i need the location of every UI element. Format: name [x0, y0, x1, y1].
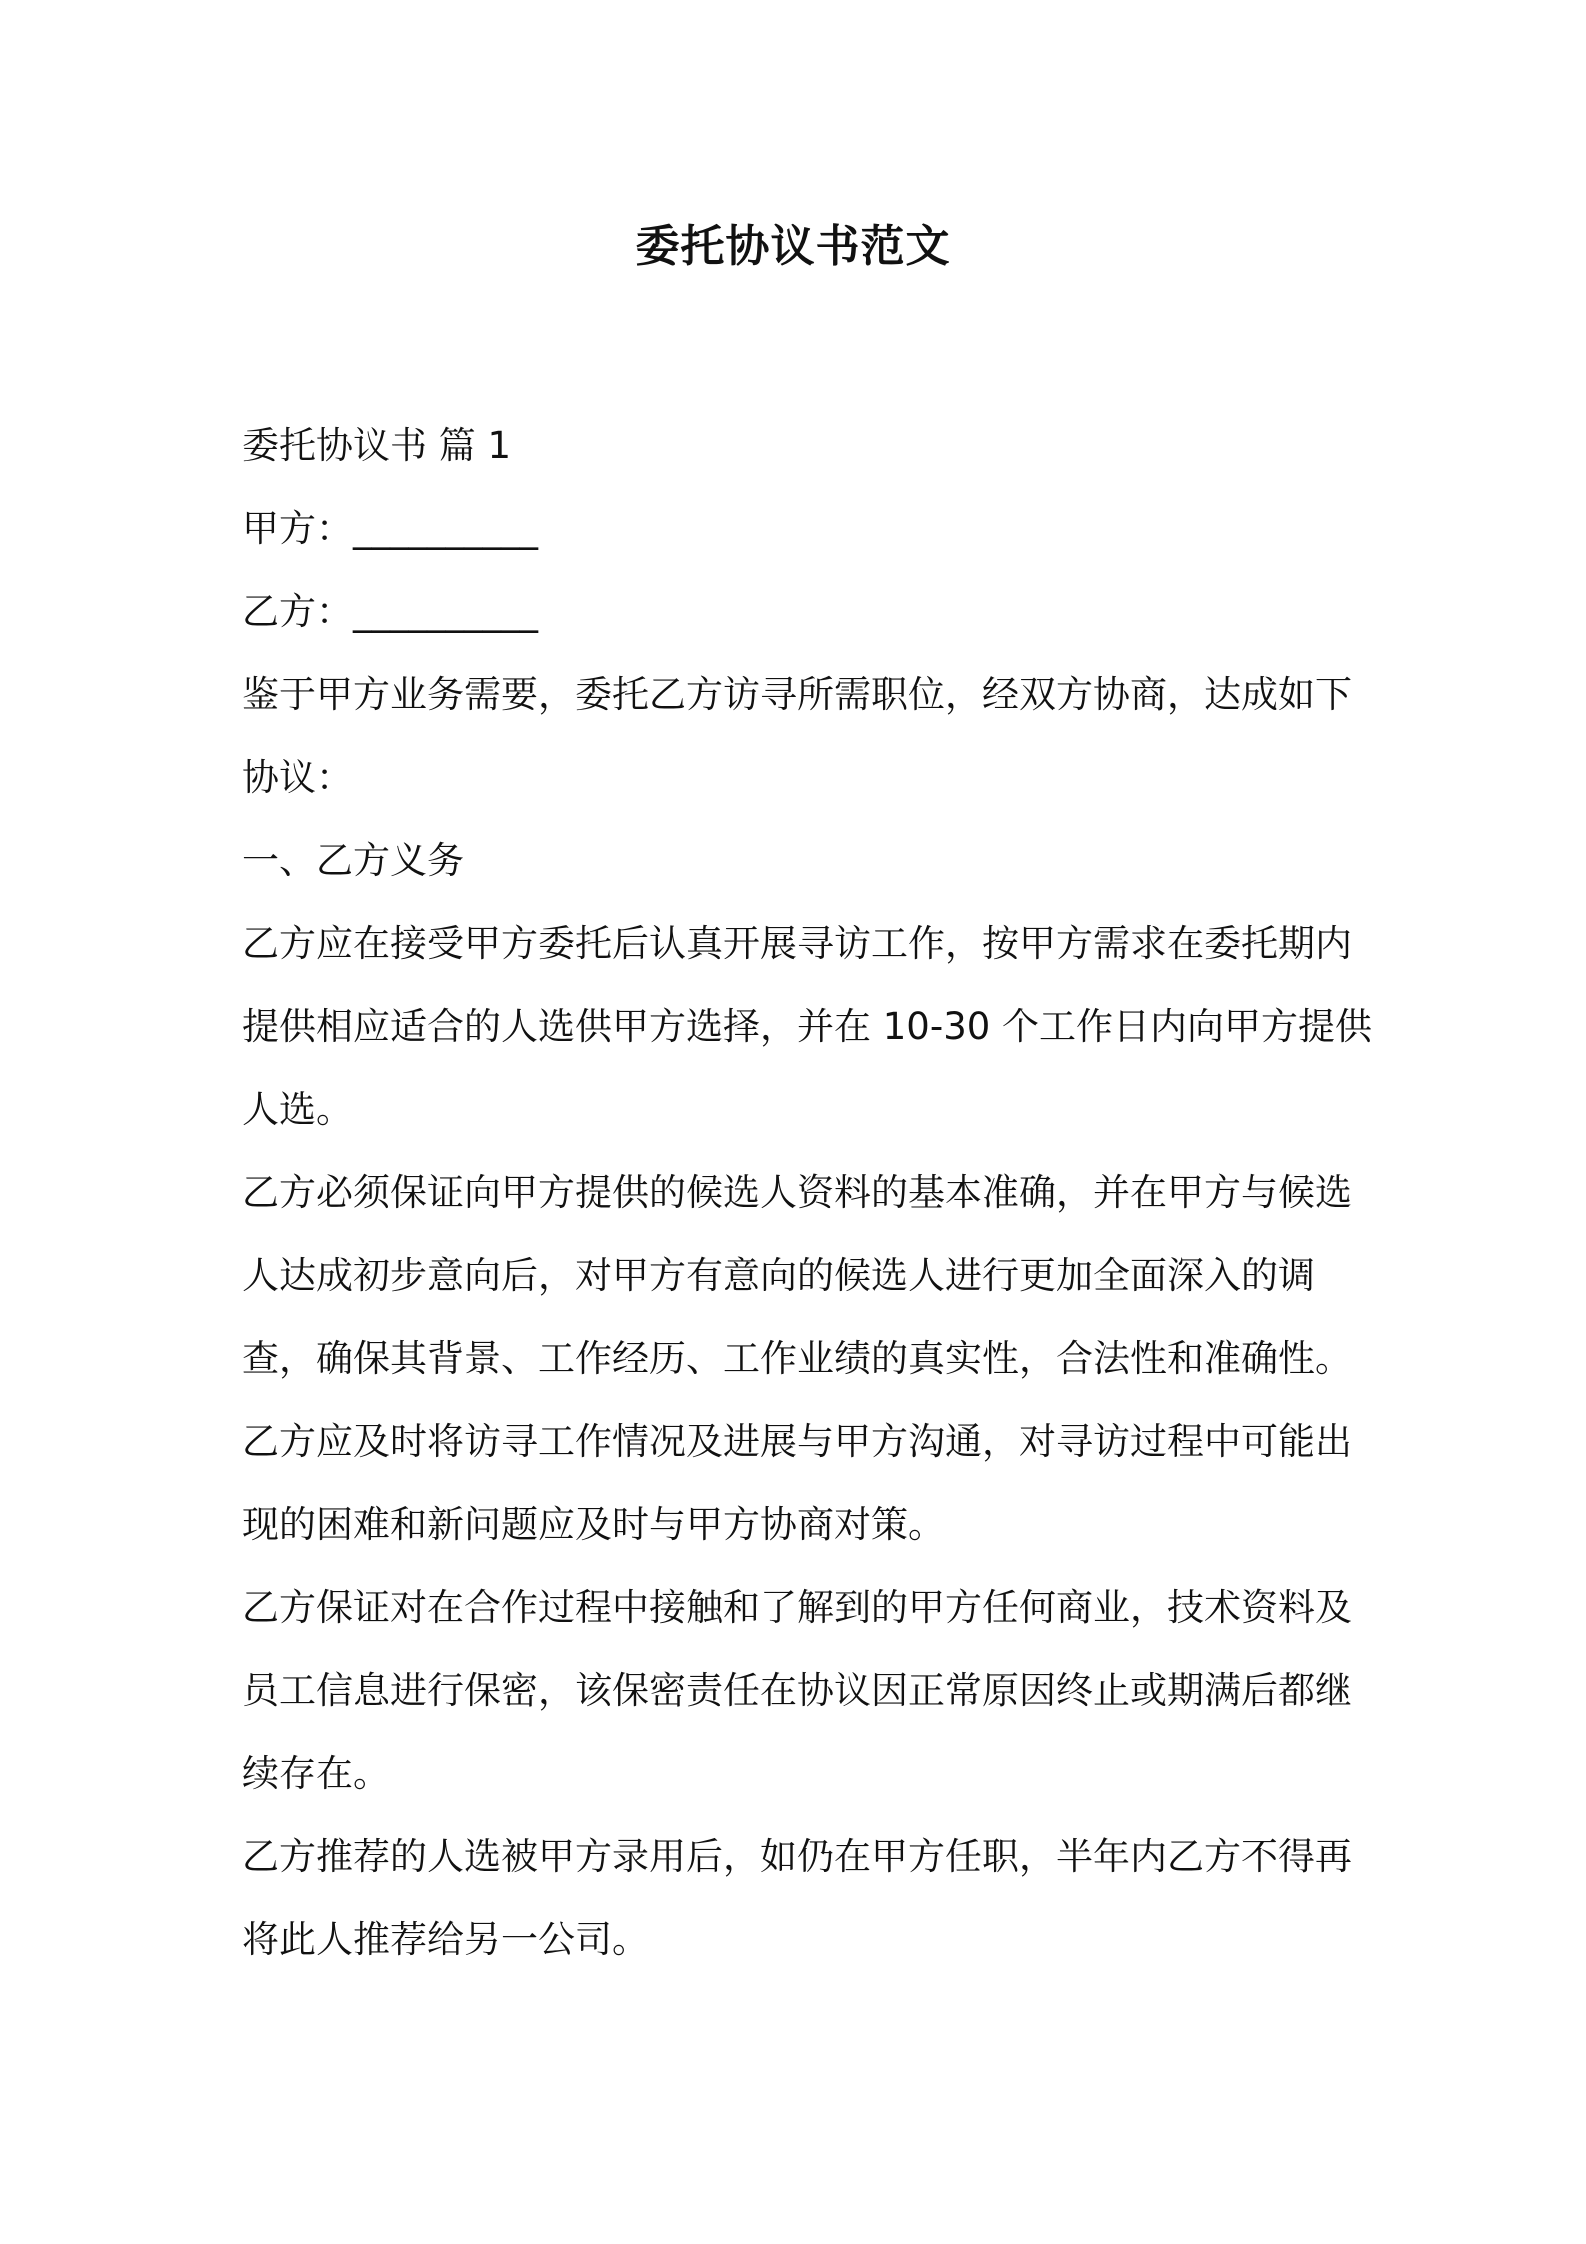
party-a-line: 甲方：__________: [242, 507, 538, 550]
agreement-heading: 委托协议书 篇 1: [242, 424, 512, 467]
obligation-paragraph-3: 乙方应及时将访寻工作情况及进展与甲方沟通，对寻访过程中可能出现的困难和新问题应及时与甲方协商对策。: [242, 1420, 1352, 1546]
document-body: [242, 404, 1382, 1981]
document-title: 委托协议书范文: [635, 221, 951, 272]
section-1-heading: 一、乙方义务: [242, 839, 464, 882]
obligation-paragraph-1: 乙方应在接受甲方委托后认真开展寻访工作，按甲方需求在委托期内提供相应适合的人选供甲方选择，并在 10-30 个工作日内向甲方提供人选。: [242, 922, 1373, 1131]
obligation-paragraph-5: 乙方推荐的人选被甲方录用后，如仍在甲方任职，半年内乙方不得再将此人推荐给另一公司。: [242, 1835, 1352, 1961]
party-b-line: 乙方：__________: [242, 590, 538, 633]
obligation-paragraph-2: 乙方必须保证向甲方提供的候选人资料的基本准确，并在甲方与候选人达成初步意向后，对甲方有意向的候选人进行更加全面深入的调查，确保其背景、工作经历、工作业绩的真实性，合法性和准确性。: [242, 1171, 1352, 1380]
obligation-paragraph-4: 乙方保证对在合作过程中接触和了解到的甲方任何商业，技术资料及员工信息进行保密，该保密责任在协议因正常原因终止或期满后都继续存在。: [242, 1586, 1352, 1795]
preamble-paragraph: 鉴于甲方业务需要，委托乙方访寻所需职位，经双方协商，达成如下协议：: [242, 673, 1352, 799]
